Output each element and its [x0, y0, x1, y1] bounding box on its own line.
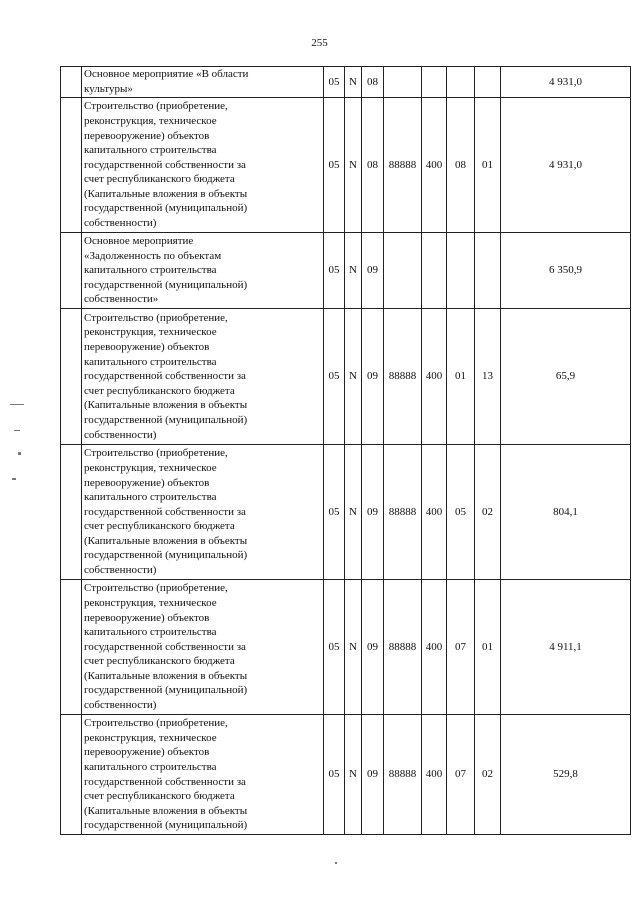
table-row [61, 67, 631, 98]
item-name: Строительство (приобретение, реконструкция, техническое перевооружение) объектов капитального строительства государственной собственности за счет республиканского бюджета (Капитальные вложения в объекты государственной (муниципальной) собственности) [84, 447, 248, 577]
target-code: 88888 [384, 309, 422, 445]
item-name-cell [82, 445, 324, 580]
event-code: 09 [362, 309, 384, 445]
target-code: 88888 [384, 98, 422, 233]
amount: 804,1 [501, 445, 631, 580]
target-code: 88888 [384, 580, 422, 715]
section-code: 08 [447, 98, 475, 233]
subsection-code: 02 [475, 715, 501, 835]
section-code: 05 [447, 445, 475, 580]
item-name: Строительство (приобретение, реконструкция, техническое перевооружение) объектов капитального строительства государственной собственности за счет республиканского бюджета (Капитальные вложения в объекты государственной (муниципальной) собственности) [84, 311, 248, 441]
amount: 65,9 [501, 309, 631, 445]
item-name-cell [82, 309, 324, 445]
section-code [447, 67, 475, 98]
subprogram-code: N [345, 309, 362, 445]
table-row [61, 98, 631, 233]
subprogram-code: N [345, 445, 362, 580]
amount: 4 911,1 [501, 580, 631, 715]
amount: 529,8 [501, 715, 631, 835]
item-name: Строительство (приобретение, реконструкция, техническое перевооружение) объектов капитального строительства государственной собственности за счет республиканского бюджета (Капитальные вложения в объекты государственной (муниципальной) собственности) [84, 582, 248, 712]
amount: 6 350,9 [501, 233, 631, 309]
blank-cell [61, 715, 82, 835]
subsection-code: 13 [475, 309, 501, 445]
subsection-code: 01 [475, 98, 501, 233]
expense-type-code: 400 [422, 580, 447, 715]
subprogram-code: N [345, 233, 362, 309]
subprogram-code: N [345, 98, 362, 233]
expense-type-code: 400 [422, 715, 447, 835]
program-code: 05 [324, 580, 345, 715]
item-name-cell [82, 580, 324, 715]
blank-cell [61, 445, 82, 580]
table-row [61, 715, 631, 835]
program-code: 05 [324, 98, 345, 233]
program-code: 05 [324, 233, 345, 309]
scan-speck [10, 404, 24, 405]
subsection-code: 02 [475, 445, 501, 580]
amount: 4 931,0 [501, 98, 631, 233]
program-code: 05 [324, 715, 345, 835]
subsection-code [475, 233, 501, 309]
expense-type-code: 400 [422, 309, 447, 445]
target-code: 88888 [384, 445, 422, 580]
table-row [61, 445, 631, 580]
target-code: 88888 [384, 715, 422, 835]
subprogram-code: N [345, 67, 362, 98]
item-name: Основное мероприятие «Задолженность по объектам капитального строительства государственной (муниципальной) собственности» [84, 235, 248, 306]
blank-cell [61, 98, 82, 233]
table-row [61, 580, 631, 715]
subprogram-code: N [345, 580, 362, 715]
section-code: 07 [447, 715, 475, 835]
scan-speck [12, 478, 16, 480]
event-code: 08 [362, 67, 384, 98]
expense-type-code: 400 [422, 98, 447, 233]
page-number: 255 [311, 37, 328, 49]
item-name-cell [82, 715, 324, 835]
amount: 4 931,0 [501, 67, 631, 98]
scan-speck [18, 452, 21, 455]
item-name: Строительство (приобретение, реконструкция, техническое перевооружение) объектов капитального строительства государственной собственности за счет республиканского бюджета (Капитальные вложения в объекты государственной (муниципальной) собственности) [84, 100, 248, 230]
scan-speck [14, 430, 20, 431]
event-code: 09 [362, 715, 384, 835]
blank-cell [61, 233, 82, 309]
target-code [384, 67, 422, 98]
section-code: 01 [447, 309, 475, 445]
event-code: 09 [362, 580, 384, 715]
subsection-code [475, 67, 501, 98]
event-code: 09 [362, 445, 384, 580]
blank-cell [61, 67, 82, 98]
item-name-cell [82, 67, 324, 98]
item-name: Строительство (приобретение, реконструкция, техническое перевооружение) объектов капитального строительства государственной собственности за счет республиканского бюджета (Капитальные вложения в объекты государственной (муниципальной) [84, 717, 248, 832]
program-code: 05 [324, 445, 345, 580]
expense-type-code [422, 233, 447, 309]
program-code: 05 [324, 309, 345, 445]
budget-table [60, 66, 631, 835]
section-code [447, 233, 475, 309]
scan-speck [335, 862, 337, 864]
blank-cell [61, 309, 82, 445]
table-row [61, 309, 631, 445]
program-code: 05 [324, 67, 345, 98]
item-name: Основное мероприятие «В области культуры» [84, 68, 249, 95]
budget-table-body [61, 67, 631, 835]
expense-type-code [422, 67, 447, 98]
subsection-code: 01 [475, 580, 501, 715]
item-name-cell [82, 233, 324, 309]
blank-cell [61, 580, 82, 715]
item-name-cell [82, 98, 324, 233]
event-code: 08 [362, 98, 384, 233]
section-code: 07 [447, 580, 475, 715]
target-code [384, 233, 422, 309]
table-row [61, 233, 631, 309]
expense-type-code: 400 [422, 445, 447, 580]
event-code: 09 [362, 233, 384, 309]
subprogram-code: N [345, 715, 362, 835]
